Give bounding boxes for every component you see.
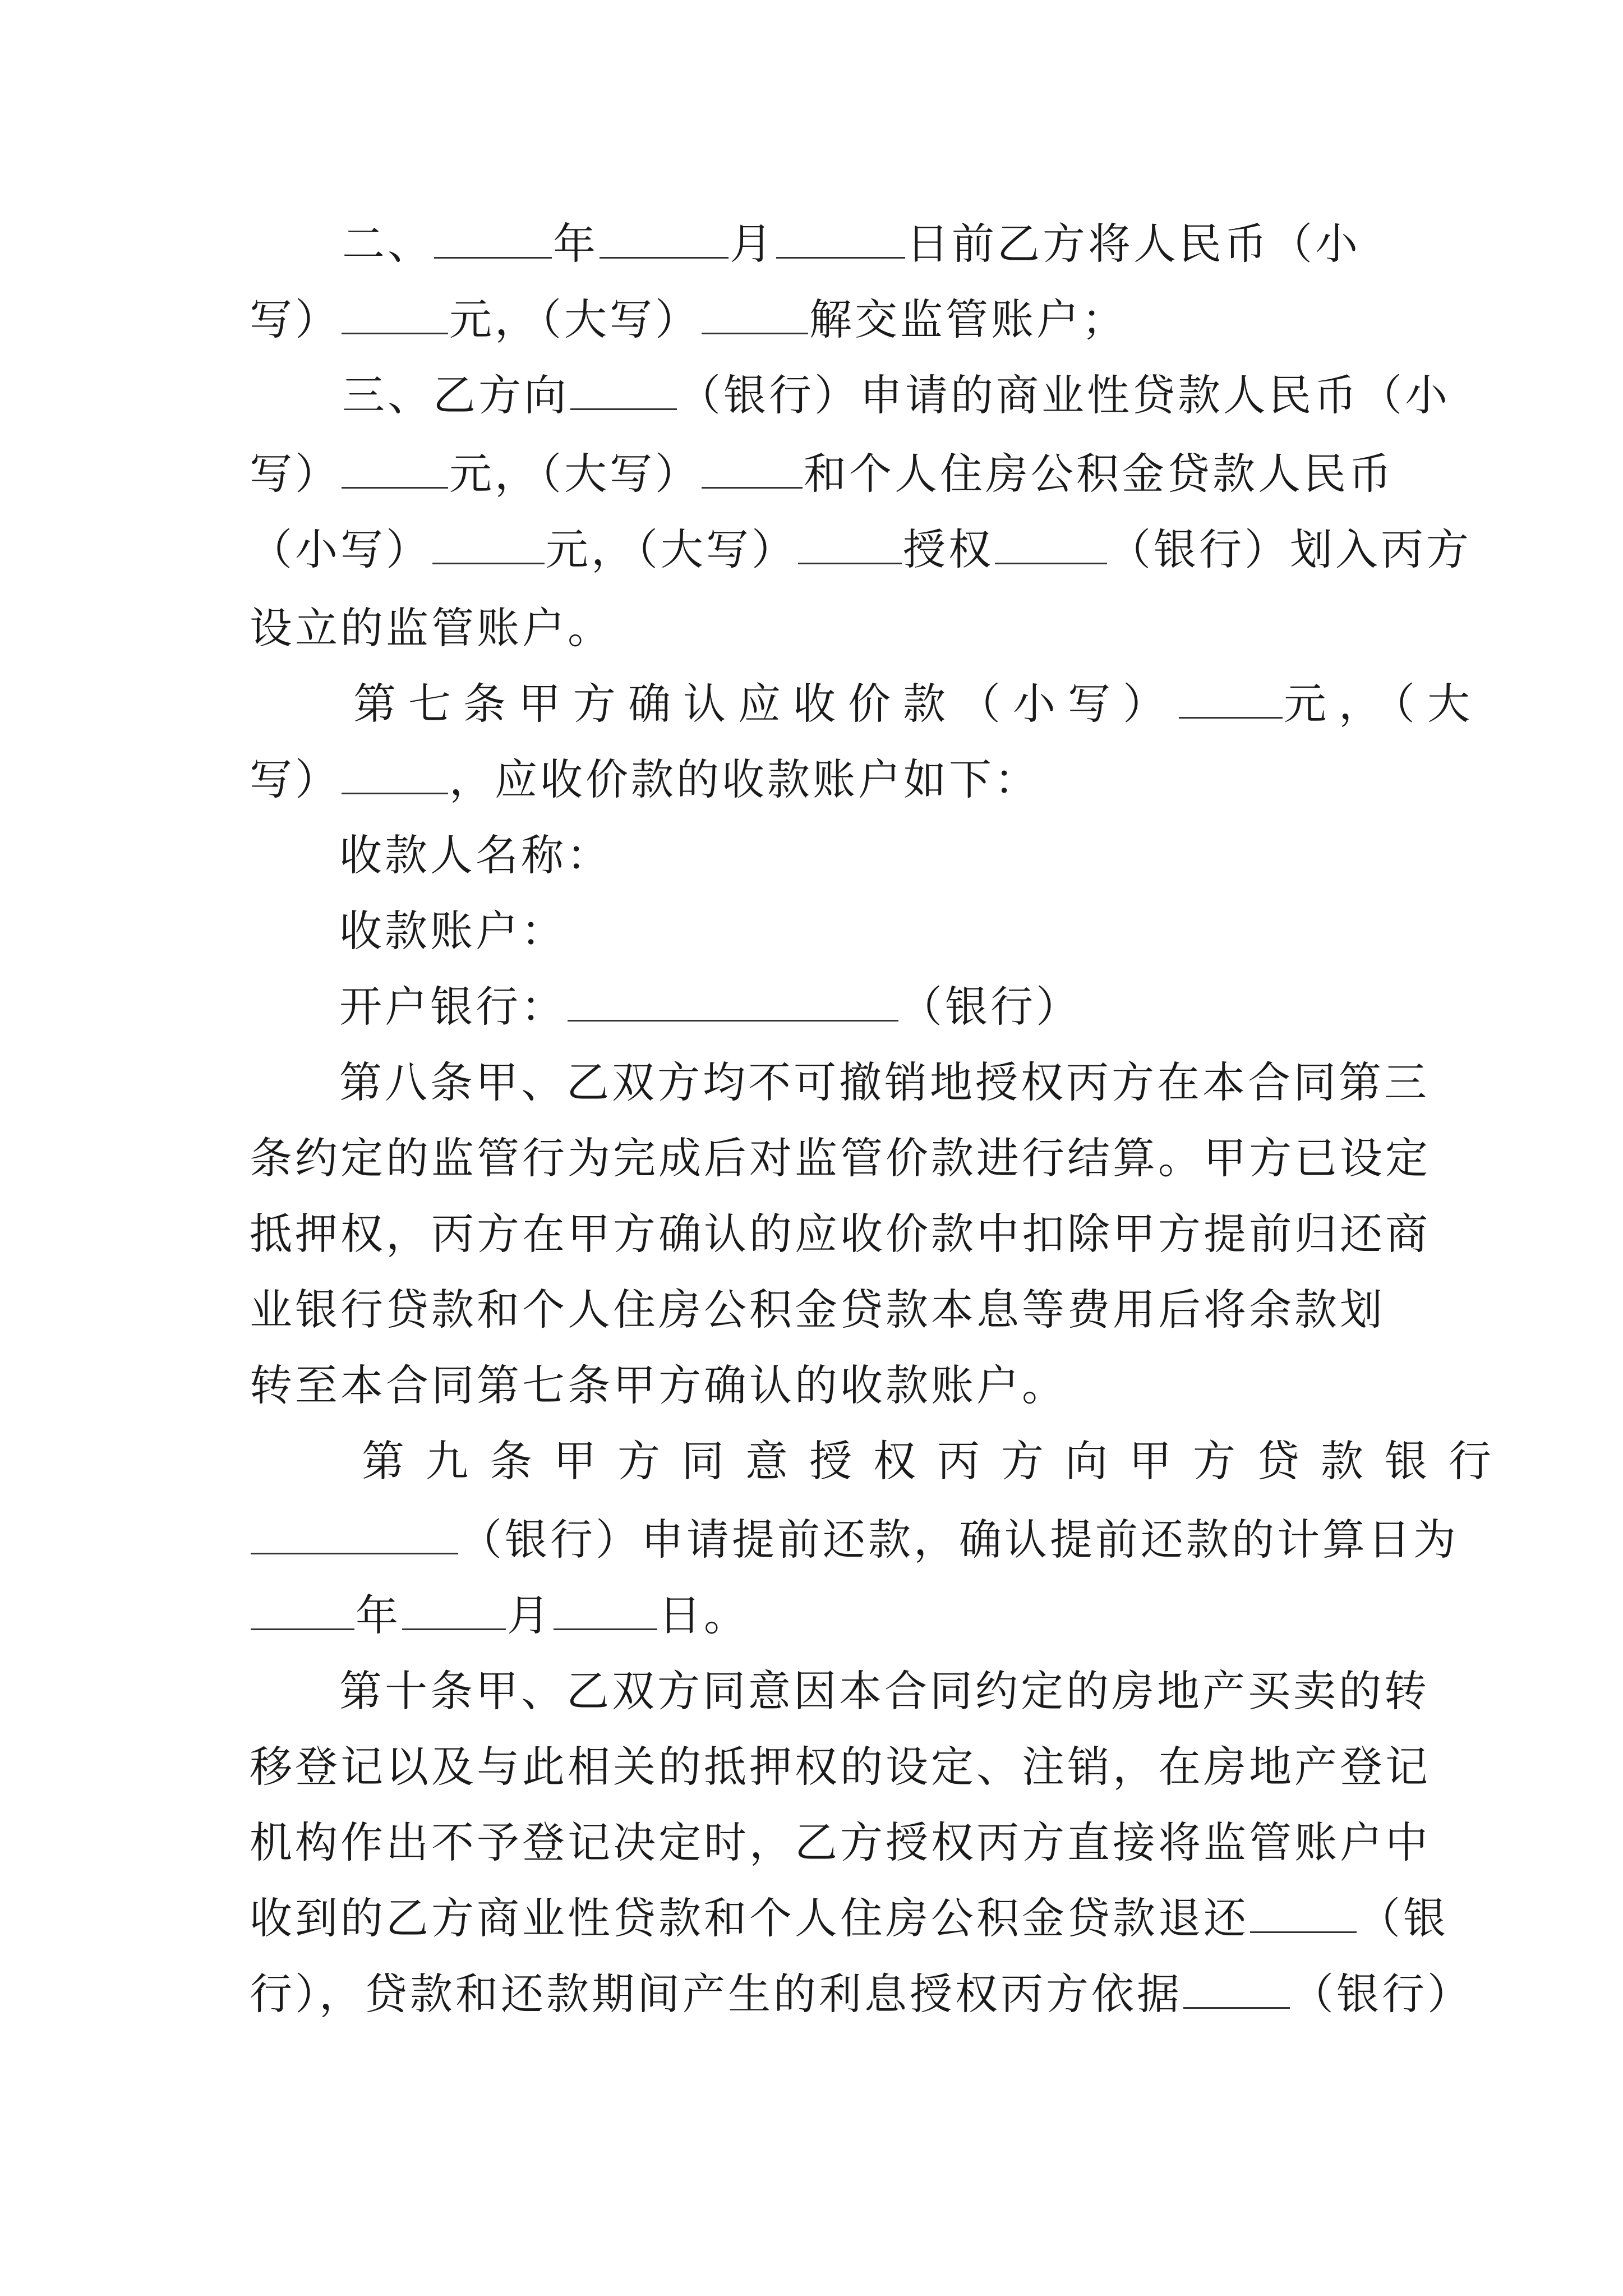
paragraph-line: 收款账户： — [339, 906, 566, 956]
fill-blank — [995, 523, 1107, 564]
fill-blank — [1183, 1968, 1290, 2009]
fill-blank — [342, 293, 448, 334]
fill-blank — [402, 1589, 506, 1630]
paragraph-line — [353, 676, 1482, 732]
fill-blank — [251, 1589, 354, 1630]
fill-blank — [776, 218, 905, 259]
paragraph-line: 第十条甲、乙双方同意因本合同约定的房地产买卖的转 — [339, 1666, 1430, 1716]
text: （银行）划入丙方 — [1108, 524, 1472, 574]
paragraph-line — [342, 367, 1450, 424]
text: 开户银行： — [339, 982, 566, 1032]
fill-blank — [568, 981, 898, 1022]
text: 二、 — [342, 219, 433, 269]
fill-blank — [798, 523, 902, 564]
paragraph-line: 设立的监管账户。 — [250, 603, 613, 653]
text: 第七条甲方确认应收价款（小写） — [353, 679, 1178, 729]
fill-blank — [1179, 678, 1283, 719]
text: 月 — [507, 1590, 552, 1640]
paragraph-line: 业银行贷款和个人住房公积金贷款本息等费用后将余款划 — [250, 1285, 1385, 1335]
fill-blank — [570, 369, 677, 410]
text: 日前乙方将人民币（小 — [906, 219, 1361, 269]
fill-blank — [1250, 1892, 1357, 1933]
paragraph-line — [342, 216, 1394, 272]
paragraph-line — [250, 1890, 1449, 1947]
paragraph-line — [250, 522, 1472, 578]
text: 年 — [356, 1590, 401, 1640]
paragraph-line: 抵押权，丙方在甲方确认的应收价款中扣除甲方提前归还商 — [250, 1209, 1431, 1259]
fill-blank — [251, 1513, 458, 1554]
text: 元，（大 — [1284, 679, 1482, 729]
paragraph-line — [250, 1512, 1459, 1568]
paragraph-line: 收款人名称： — [339, 830, 612, 880]
text: 写） — [250, 754, 340, 804]
paragraph-line — [250, 446, 1394, 502]
text: 年 — [553, 219, 598, 269]
text: （银行） — [900, 982, 1081, 1032]
paragraph-line — [250, 752, 1394, 808]
text: 写） — [250, 449, 340, 499]
paragraph-line — [250, 1966, 1473, 2022]
fill-blank — [554, 1589, 657, 1630]
text: （银行） — [1291, 1969, 1473, 2019]
fill-blank — [342, 448, 448, 489]
fill-blank — [432, 523, 545, 564]
fill-blank — [434, 218, 552, 259]
text: 收到的乙方商业性贷款和个人住房公积金贷款退还 — [250, 1893, 1249, 1943]
text: （银 — [1358, 1893, 1449, 1943]
paragraph-line: 条约定的监管行为完成后对监管价款进行结算。甲方已设定 — [250, 1133, 1431, 1183]
text: （小写） — [250, 524, 431, 574]
paragraph-line: 移登记以及与此相关的抵押权的设定、注销，在房地产登记 — [250, 1742, 1431, 1792]
paragraph-line: 机构作出不予登记决定时，乙方授权丙方直接将监管账户中 — [250, 1818, 1431, 1867]
text: 写） — [250, 295, 340, 344]
text: 月 — [730, 219, 775, 269]
paragraph-line — [250, 1588, 1394, 1644]
text: 授权 — [903, 524, 994, 574]
text: 三、乙方向 — [342, 370, 569, 420]
text: 行），贷款和还款期间产生的利息授权丙方依据 — [250, 1969, 1182, 2019]
fill-blank — [342, 753, 448, 794]
paragraph-line: 第九条甲方同意授权丙方向甲方贷款银行 — [362, 1436, 1513, 1486]
text: 和个人住房公积金贷款人民币 — [804, 449, 1394, 499]
text: ，应收价款的收款账户如下： — [449, 754, 1040, 804]
text: 元，（大写） — [449, 449, 700, 499]
text: 日。 — [658, 1590, 749, 1640]
paragraph-line — [250, 292, 1394, 348]
paragraph-line: 第八条甲、乙双方均不可撤销地授权丙方在本合同第三 — [339, 1057, 1430, 1107]
text: 解交监管账户； — [809, 295, 1127, 344]
text: 元，（大写） — [546, 524, 797, 574]
text: （银行）申请提前还款，确认提前还款的计算日为 — [459, 1515, 1459, 1565]
fill-blank — [702, 448, 803, 489]
fill-blank — [702, 293, 808, 334]
text: （银行）申请的商业性贷款人民币（小 — [678, 370, 1450, 420]
paragraph-line — [339, 979, 1483, 1035]
text: 元，（大写） — [449, 295, 700, 344]
fill-blank — [600, 218, 728, 259]
paragraph-line: 转至本合同第七条甲方确认的收款账户。 — [250, 1360, 1067, 1410]
